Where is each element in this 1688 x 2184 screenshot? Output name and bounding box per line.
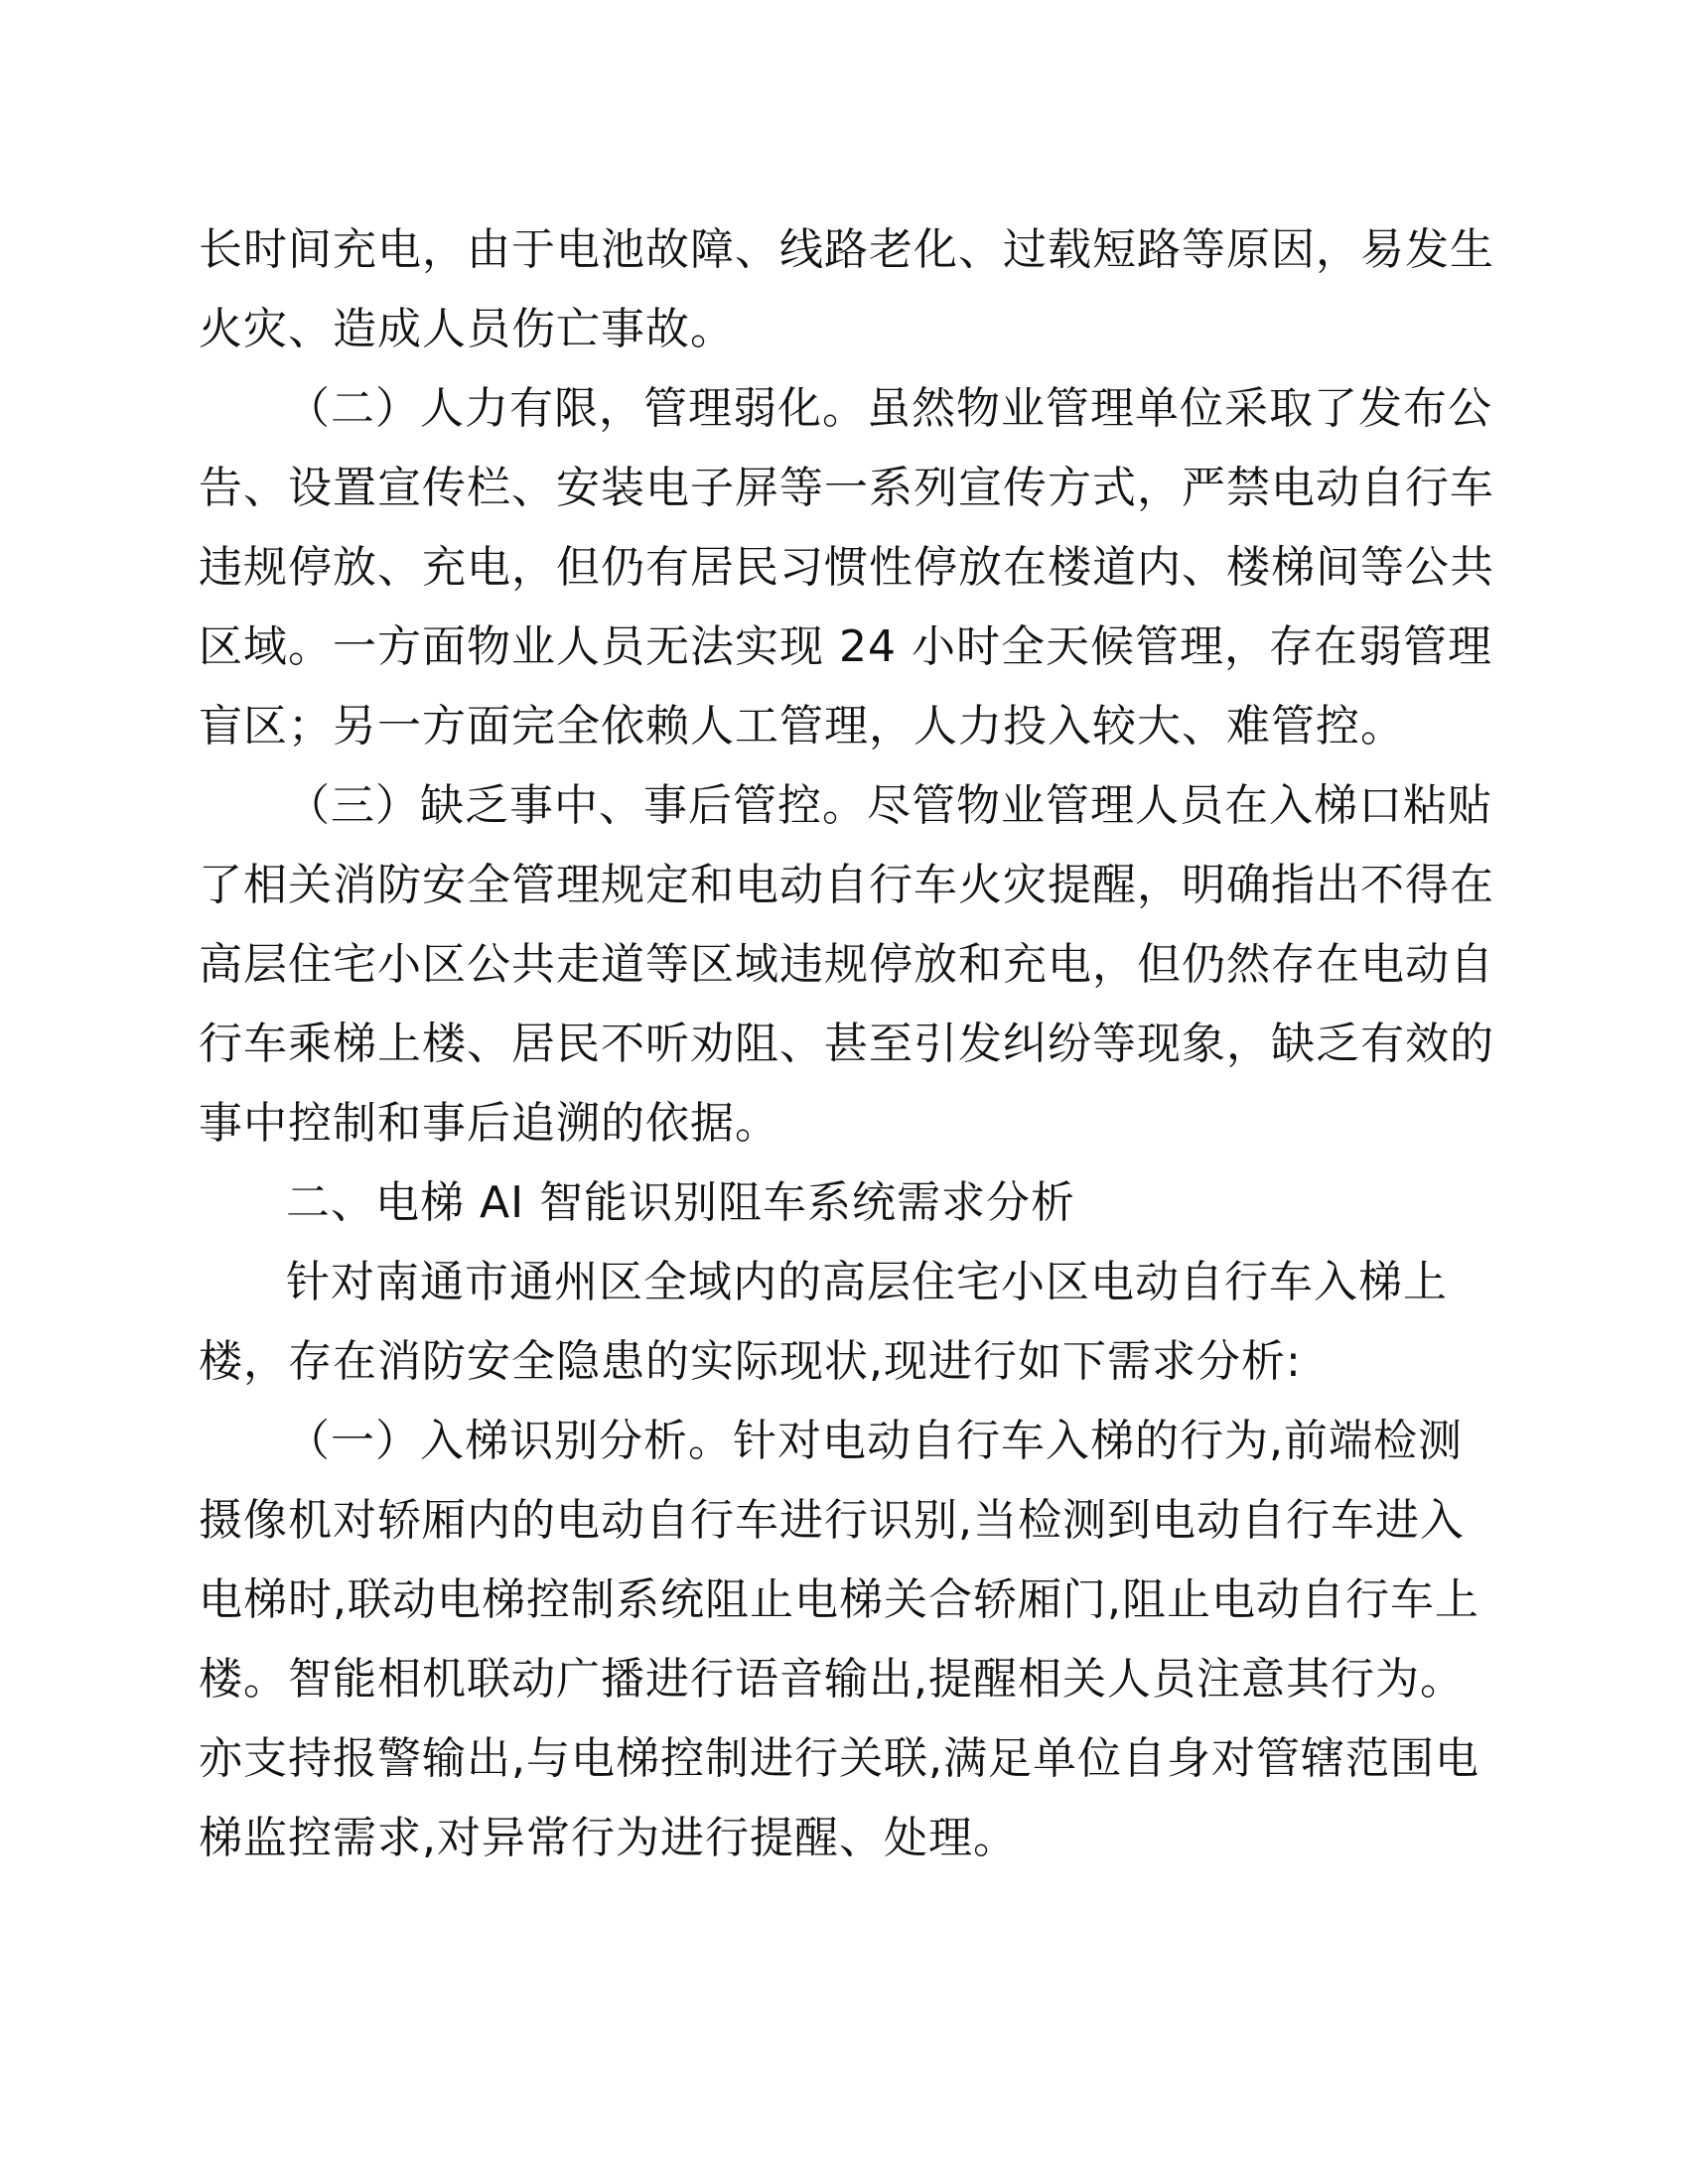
body-text-line: 违规停放、充电，但仍有居民习惯性停放在楼道内、楼梯间等公共 (199, 542, 1494, 593)
body-text-line: 盲区；另一方面完全依赖人工管理，人力投入较大、难管控。 (199, 701, 1405, 751)
body-text-line: 亦支持报警输出,与电梯控制进行关联,满足单位自身对管辖范围电 (199, 1733, 1479, 1784)
body-text-line: 告、设置宣传栏、安装电子屏等一系列宣传方式，严禁电动自行车 (199, 463, 1494, 513)
paragraph-start-line: （三）缺乏事中、事后管控。尽管物业管理人员在入梯口粘贴 (286, 780, 1492, 831)
body-text-line: 长时间充电，由于电池故障、线路老化、过载短路等原因，易发生 (199, 224, 1494, 275)
body-text-line: 高层住宅小区公共走道等区域违规停放和充电，但仍然存在电动自 (199, 939, 1494, 990)
paragraph-start-line: （一）入梯识别分析。针对电动自行车入梯的行为,前端检测 (286, 1416, 1463, 1466)
body-text-line: 火灾、造成人员伤亡事故。 (199, 304, 735, 354)
section-heading: 二、电梯 AI 智能识别阻车系统需求分析 (286, 1177, 1076, 1228)
body-text-line: 区域。一方面物业人员无法实现 24 小时全天候管理，存在弱管理 (199, 621, 1492, 672)
body-text-line: 事中控制和事后追溯的依据。 (199, 1098, 779, 1149)
body-text-line: 行车乘梯上楼、居民不听劝阻、甚至引发纠纷等现象，缺乏有效的 (199, 1019, 1494, 1069)
body-text-line: 楼。智能相机联动广播进行语音输出,提醒相关人员注意其行为。 (199, 1654, 1465, 1705)
body-text-line: 楼，存在消防安全隐患的实际现状,现进行如下需求分析: (199, 1336, 1302, 1387)
body-text-line: 电梯时,联动电梯控制系统阻止电梯关合轿厢门,阻止电动自行车上 (199, 1574, 1479, 1625)
body-text-line: 了相关消防安全管理规定和电动自行车火灾提醒，明确指出不得在 (199, 860, 1494, 910)
paragraph-start-line: 针对南通市通州区全域内的高层住宅小区电动自行车入梯上 (286, 1257, 1448, 1307)
paragraph-start-line: （二）人力有限，管理弱化。虽然物业管理单位采取了发布公 (286, 383, 1492, 434)
body-text-line: 摄像机对轿厢内的电动自行车进行识别,当检测到电动自行车进入 (199, 1495, 1465, 1546)
body-text-line: 梯监控需求,对异常行为进行提醒、处理。 (199, 1813, 1018, 1863)
